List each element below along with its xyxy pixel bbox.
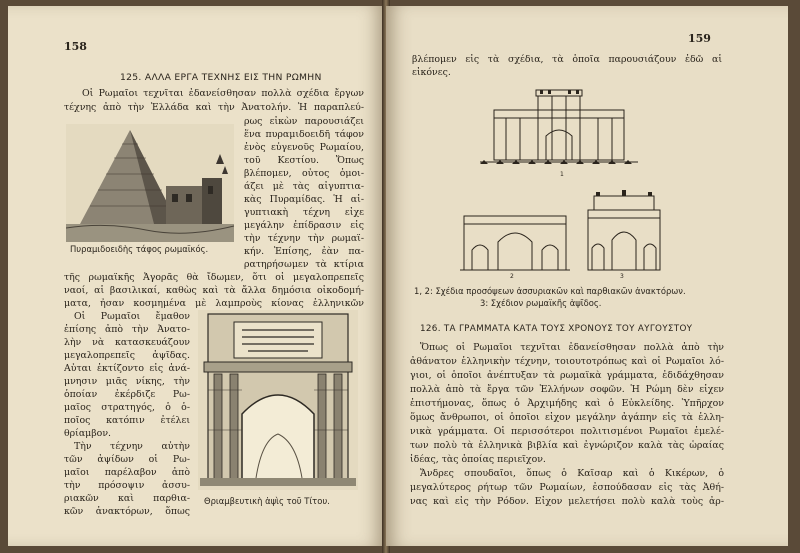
text-line: τὴν τέχνην τὴν ρωμαϊ- bbox=[244, 233, 364, 244]
text-line: ἕνα πυραμιδοειδῆ τάφον bbox=[244, 129, 364, 140]
text-line: κὰς Πυραμίδας. Ἡ αἰ- bbox=[244, 194, 364, 205]
text-line: γιοι, οἱ ὁποῖοι ἀνέπτυξαν τὰ ρωμαϊκὰ γράμματα, ἐδιδάχθησαν bbox=[410, 370, 724, 381]
roman-arch-drawing bbox=[584, 190, 664, 278]
text-line: μεγάλην ἐπίδρασιν εἰς bbox=[244, 220, 364, 231]
text-line: κῶν ἀνακτόρων, ὅπως bbox=[64, 506, 190, 517]
text-line: Αὗται ἐκτίζοντο εἰς ἀνά- bbox=[64, 363, 190, 374]
figure-caption-1: 1, 2: Σχέδια προσόψεων ἀσσυριακῶν καὶ παρθιακῶν ἀνακτόρων. bbox=[414, 286, 686, 296]
text-line: βλέπομεν εἰς τὰ σχέδια, τὰ ὁποῖα παρουσιάζουν ἐδῶ αἱ bbox=[412, 54, 722, 65]
text-line: ὁποίαν ἐκέρδιζε Ρω- bbox=[64, 389, 190, 400]
assyrian-facade-drawing bbox=[474, 86, 644, 178]
text-line: γυπτιακὴ τέχνη εἶχε bbox=[244, 207, 364, 218]
parthian-facade-drawing bbox=[460, 206, 570, 278]
text-line: ἐπιστήμονας, ὅπως ὁ Ἀρχιμήδης καὶ ὁ Εὐκλείδης. Ὑπῆρχον bbox=[410, 398, 724, 409]
text-line: τῆς ρωμαϊκῆς Ἀγορᾶς θὰ ἴδωμεν, ὅτι οἱ μεγαλοπρεπεῖς bbox=[64, 272, 364, 283]
page-number: 159 bbox=[688, 32, 711, 45]
text-line: ρως εἰκὼν παρουσιάζει bbox=[244, 116, 364, 127]
figure-label: 3 bbox=[620, 273, 624, 278]
text-line: λὴν νὰ κατασκευάζουν bbox=[64, 337, 190, 348]
text-line: νικὰ γράμματα. Οἱ περισσότεροι πολιτισμένοι Ρωμαῖοι ἐμελέ- bbox=[410, 426, 724, 437]
section-heading: 126. ΤΑ ΓΡΑΜΜΑΤΑ ΚΑΤΑ ΤΟΥΣ ΧΡΟΝΟΥΣ ΤΟΥ ΑΥΓΟΥΣΤΟΥ bbox=[420, 324, 693, 334]
text-line: μεγαλύτερος ρήτωρ τῶν Ρωμαίων, ἐσπούδασαν εἰς τὰς Ἀθή- bbox=[410, 482, 724, 493]
arch-caption: Θριαμβευτικὴ ἁψὶς τοῦ Τίτου. bbox=[204, 496, 330, 506]
text-line: ἑνὸς εὐγενοῦς Ρωμαίου, bbox=[244, 142, 364, 153]
text-line: ματα, ἦσαν κοσμημένα μὲ λαμπροὺς κίονας ἑλληνικῶν bbox=[64, 298, 364, 309]
text-line: Ὅπως οἱ Ρωμαῖοι τεχνῖται ἐδανείσθησαν πολλὰ ἀπὸ τὴν bbox=[420, 342, 724, 353]
right-page bbox=[386, 6, 788, 546]
text-line: πολλὰ ἀπὸ τὰ ἔργα τῶν Ἑλλήνων σοφῶν. Ἡ Ρώμη δὲν εἶχεν bbox=[410, 384, 724, 395]
text-line: βλέπομεν, οὗτος ὁμοι- bbox=[244, 168, 364, 179]
left-page bbox=[8, 6, 384, 546]
text-line: μνησιν μιᾶς νίκης, τὴν bbox=[64, 376, 190, 387]
pyramid-tomb-illustration bbox=[66, 124, 234, 242]
section-heading: 125. ΑΛΛΑ ΕΡΓΑ ΤΕΧΝΗΣ ΕΙΣ ΤΗΝ ΡΩΜΗΝ bbox=[120, 72, 322, 83]
text-line: νας καὶ εἰς τὴν Ρόδον. Εἶχον μελετήσει πολὺ καλὰ τοὺς ἀρ- bbox=[410, 496, 724, 507]
text-line: ναοί, αἱ βασιλικαί, καθὼς καὶ τὰ ἄλλα δημόσια οἰκοδομή- bbox=[64, 285, 364, 296]
text-line: Τὴν τέχνην αὐτὴν bbox=[74, 441, 190, 452]
text-line: Ἄνδρες σπουδαῖοι, ὅπως ὁ Καῖσαρ καὶ ὁ Κικέρων, ὁ bbox=[420, 468, 724, 479]
text-line: ὅμως ἄνθρωποι, οἱ ὁποῖοι εἶχον μεγάλην ἀγάπην εἰς τὰ ἑλλη- bbox=[410, 412, 724, 423]
arch-of-titus-illustration bbox=[198, 310, 358, 490]
text-line: μαῖοι παρέλαβον ἀπὸ bbox=[64, 467, 190, 478]
text-line: των πολὺ τὰ ἑλληνικὰ βιβλία καὶ ἐγνώριζον καλὰ τὰς ὡραίας bbox=[410, 440, 724, 451]
text-line: άζει μὲ τὰς αἰγυπτια- bbox=[244, 181, 364, 192]
text-line: κήν. Ἐπίσης, ἐὰν πα- bbox=[244, 246, 364, 257]
figure-label: 1 bbox=[560, 171, 564, 178]
figure-caption-2: 3: Σχέδιον ρωμαϊκῆς ἁψῖδος. bbox=[480, 298, 602, 308]
text-line: τὴν πρόσοψιν ἀσσυ- bbox=[64, 480, 190, 491]
pyramid-caption: Πυραμιδοειδὴς τάφος ρωμαϊκός. bbox=[70, 244, 209, 254]
text-line: μαῖος στρατηγός, ὁ ὁ- bbox=[64, 402, 190, 413]
text-line: ποῖος κατόπιν ἐτέλει bbox=[64, 415, 190, 426]
text-line: Οἱ Ρωμαῖοι τεχνῖται ἐδανείσθησαν πολλὰ σχέδια ἔργων bbox=[82, 88, 364, 99]
text-line: εἰκόνες. bbox=[412, 67, 451, 78]
text-line: τέχνης ἀπὸ τὴν Ἑλλάδα καὶ τὴν Ἀνατολήν. Ἡ παραπλεύ- bbox=[64, 102, 364, 113]
text-line: θρίαμβον. bbox=[64, 428, 111, 439]
figure-label: 2 bbox=[510, 273, 514, 278]
text-line: ἀθάνατον ἑλληνικὴν τέχνην, τοιουτοτρόπως καὶ οἱ Ρωμαῖοι λό- bbox=[410, 356, 724, 367]
text-line: ρατηρήσωμεν τὰ κτίρια bbox=[244, 259, 364, 270]
text-line: τοῦ Κεστίου. Ὅπως bbox=[244, 155, 364, 166]
text-line: τῶν ἁψίδων οἱ Ρω- bbox=[64, 454, 190, 465]
page-number: 158 bbox=[64, 40, 87, 53]
text-line: μεγαλοπρεπεῖς ἁψῖδας. bbox=[64, 350, 190, 361]
text-line: ριακῶν καὶ παρθια- bbox=[64, 493, 190, 504]
text-line: Οἱ Ρωμαῖοι ἔμαθον bbox=[74, 311, 190, 322]
text-line: ἐπίσης ἀπὸ τὴν Ἀνατο- bbox=[64, 324, 190, 335]
text-line: ἰδέας, τὰς ὁποίας περιεῖχον. bbox=[410, 454, 546, 465]
